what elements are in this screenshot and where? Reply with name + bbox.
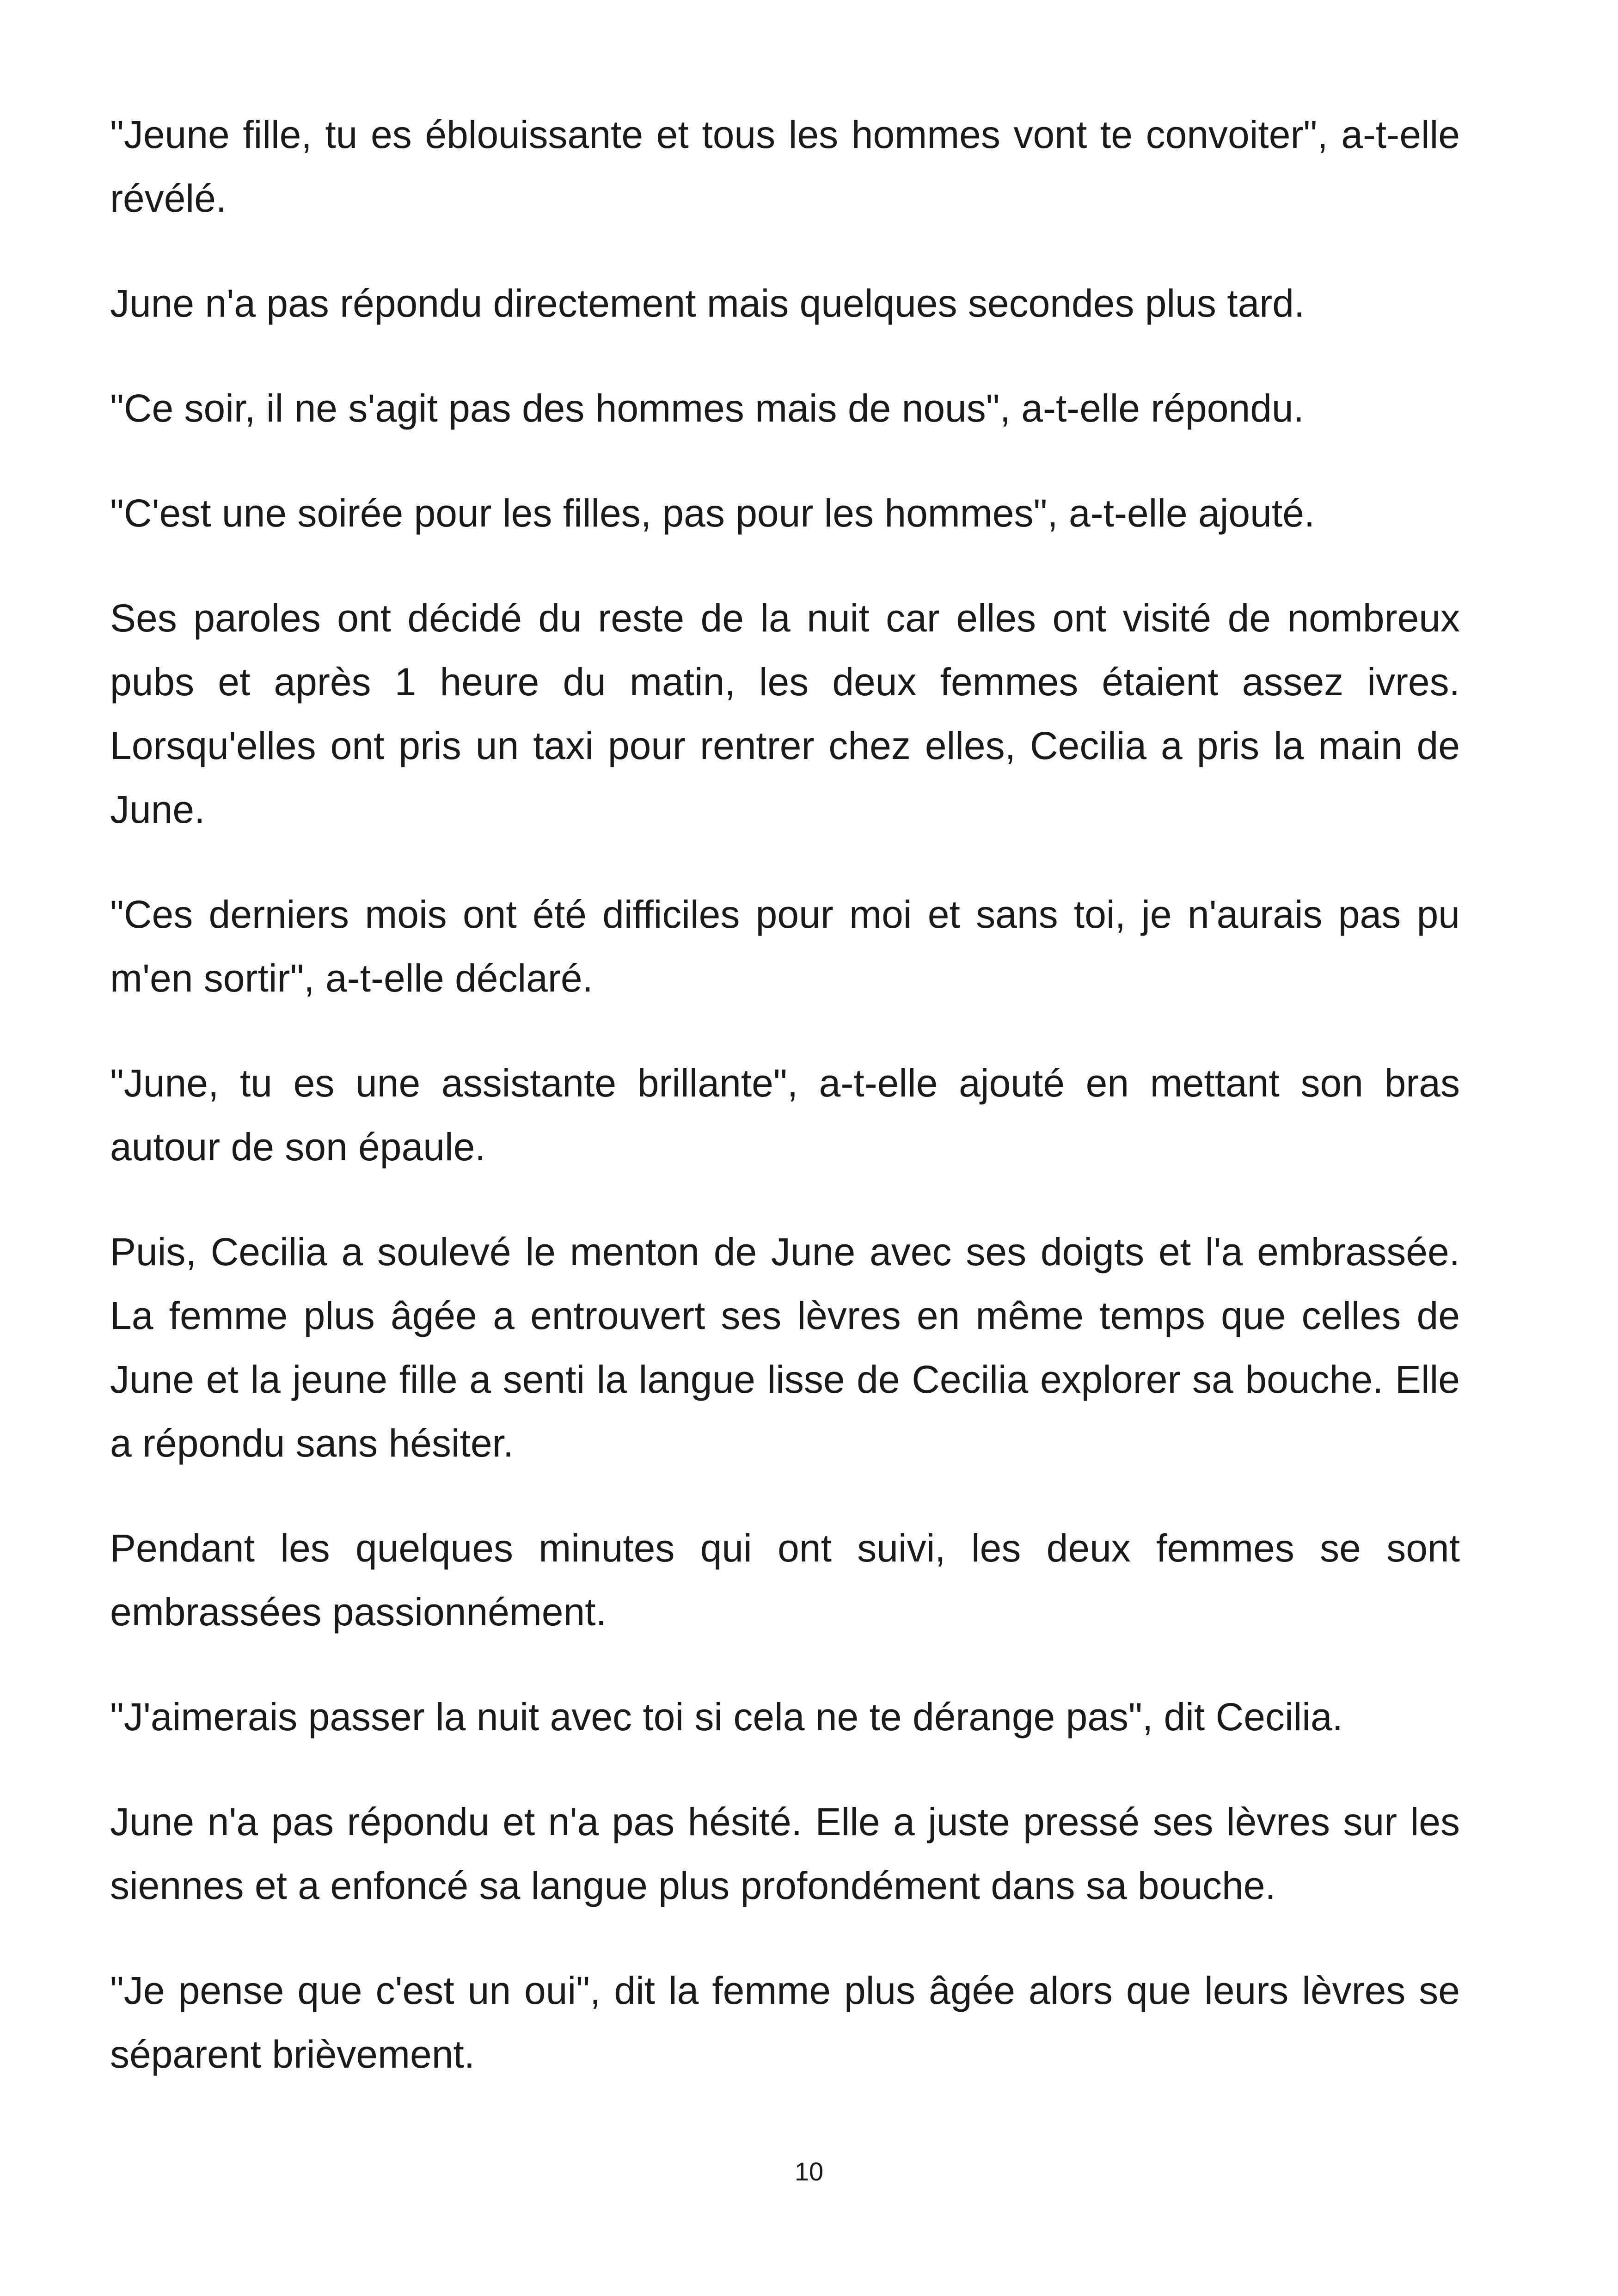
page-number: 10 [794,2157,824,2186]
paragraph-3: "Ce soir, il ne s'agit pas des hommes mais de nous", a-t-elle répondu. [110,386,1304,430]
body-text [110,103,1460,2086]
paragraph-12: "Je pense que c'est un oui", dit la femme plus âgée alors que leurs lèvres se séparent brièvement. [110,1969,1460,2076]
paragraph-9: Pendant les quelques minutes qui ont suivi, les deux femmes se sont embrassées passionnément. [110,1526,1460,1634]
paragraph-2: June n'a pas répondu directement mais quelques secondes plus tard. [110,282,1305,325]
paragraph-4: "C'est une soirée pour les filles, pas pour les hommes", a-t-elle ajouté. [110,491,1315,535]
paragraph-1: "Jeune fille, tu es éblouissante et tous les hommes vont te convoiter", a-t-elle révélé. [110,113,1460,220]
paragraph-6: "Ces derniers mois ont été difficiles pour moi et sans toi, je n'aurais pas pu m'en sortir", a-t-elle déclaré. [110,893,1460,1000]
paragraph-7: "June, tu es une assistante brillante", a-t-elle ajouté en mettant son bras autour de son épaule. [110,1061,1460,1169]
paragraph-5: Ses paroles ont décidé du reste de la nuit car elles ont visité de nombreux pubs et après 1 heure du matin, les deux femmes étaient assez ivres. Lorsqu'elles ont pris un taxi pour rentrer chez elles, Cecilia a pris la main de June. [110,596,1460,831]
paragraph-10: "J'aimerais passer la nuit avec toi si cela ne te dérange pas", dit Cecilia. [110,1695,1343,1739]
paragraph-8: Puis, Cecilia a soulevé le menton de June avec ses doigts et l'a embrassée. La femme plus âgée a entrouvert ses lèvres en même temps que celles de June et la jeune fille a senti la langue lisse de Cecilia explorer sa bouche. Elle a répondu sans hésiter. [110,1230,1460,1465]
paragraph-11: June n'a pas répondu et n'a pas hésité. Elle a juste pressé ses lèvres sur les siennes et a enfoncé sa langue plus profondément dans sa bouche. [110,1800,1460,1907]
